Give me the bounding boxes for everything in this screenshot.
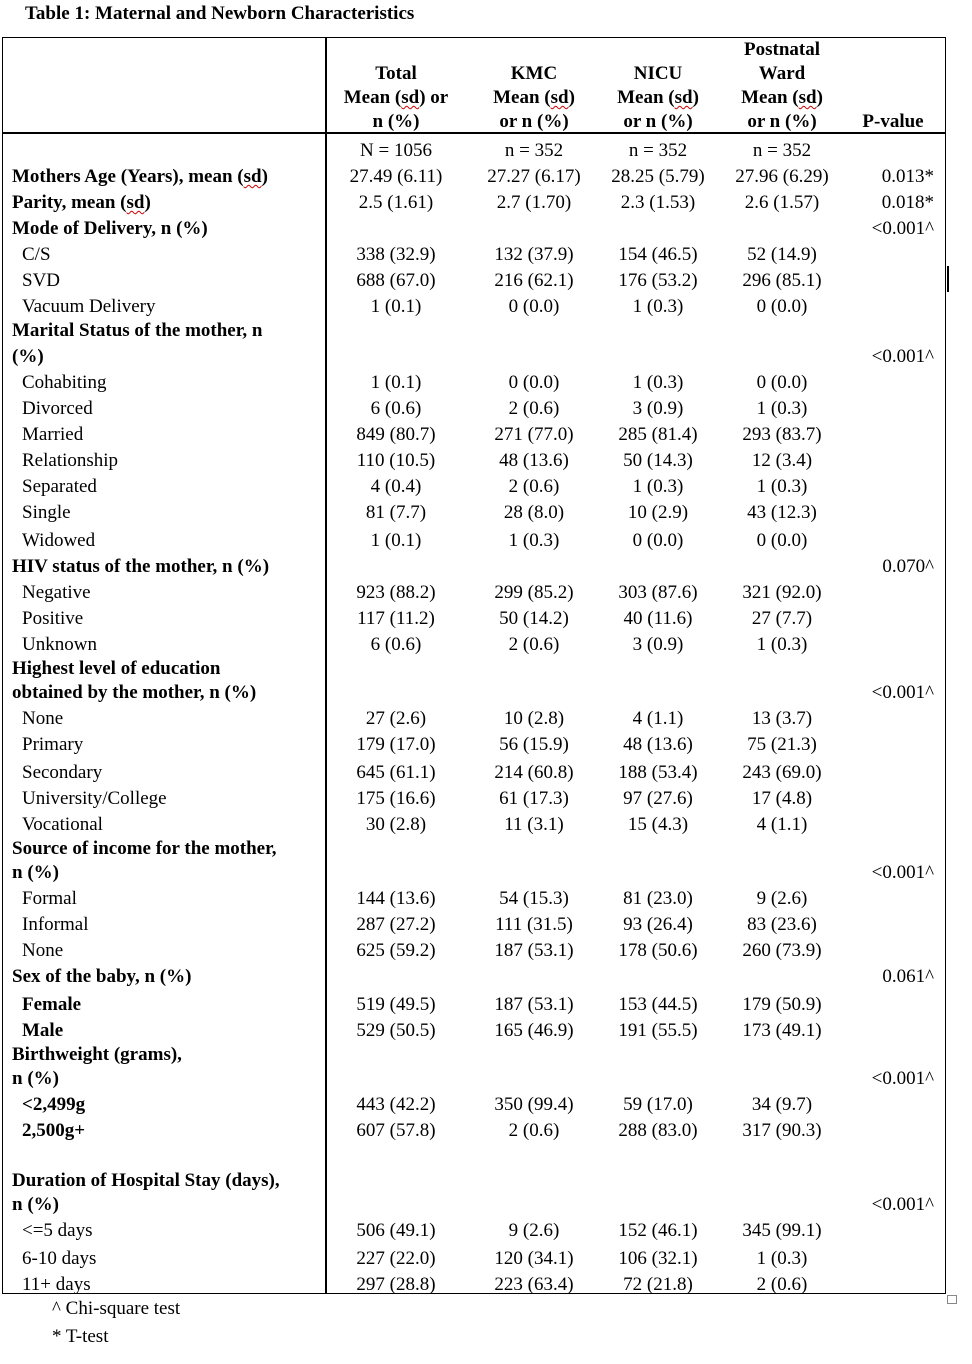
cell-postnatal: 0 (0.0) (756, 530, 808, 551)
cell-kmc: 299 (85.2) (494, 582, 574, 603)
cell-postnatal: 9 (2.6) (756, 888, 808, 909)
cell-nicu: 188 (53.4) (618, 762, 698, 783)
cell-nicu: 15 (4.3) (627, 814, 689, 835)
cell-nicu: 28.25 (5.79) (611, 166, 705, 187)
row-label: Sex of the baby, n (%) (12, 966, 192, 987)
n-total: N = 1056 (360, 140, 432, 161)
cell-pvalue: 0.013* (881, 166, 934, 187)
cell-total: 519 (49.5) (356, 994, 436, 1015)
row-label: (%) (12, 346, 44, 367)
header-pvalue: P-value (862, 111, 924, 132)
cell-kmc: 271 (77.0) (494, 424, 574, 445)
cell-nicu: 3 (0.9) (632, 634, 684, 655)
cell-kmc: 111 (31.5) (495, 914, 573, 935)
cell-total: 1 (0.1) (370, 372, 422, 393)
cell-nicu: 176 (53.2) (618, 270, 698, 291)
row-label: Female (22, 994, 82, 1015)
cell-kmc: 28 (8.0) (503, 502, 565, 523)
cell-pvalue: <0.001^ (871, 1068, 934, 1089)
cell-nicu: 154 (46.5) (618, 244, 698, 265)
cell-kmc: 132 (37.9) (494, 244, 574, 265)
row-label: Marital Status of the mother, n (12, 320, 263, 341)
cell-nicu: 97 (27.6) (623, 788, 693, 809)
cell-postnatal: 0 (0.0) (756, 296, 808, 317)
cell-total: 27.49 (6.11) (349, 166, 443, 187)
cell-postnatal: 75 (21.3) (747, 734, 817, 755)
cell-total: 287 (27.2) (356, 914, 436, 935)
row-label: 11+ days (22, 1274, 91, 1295)
cell-postnatal: 260 (73.9) (742, 940, 822, 961)
cell-pvalue: <0.001^ (871, 682, 934, 703)
cell-postnatal: 317 (90.3) (742, 1120, 822, 1141)
cell-nicu: 81 (23.0) (623, 888, 693, 909)
cell-nicu: 288 (83.0) (618, 1120, 698, 1141)
cell-nicu: 285 (81.4) (618, 424, 698, 445)
row-label: Parity, mean (sd) (12, 192, 151, 213)
row-label: University/College (22, 788, 167, 809)
cell-nicu: 1 (0.3) (632, 372, 684, 393)
cell-postnatal: 12 (3.4) (751, 450, 813, 471)
cell-postnatal: 1 (0.3) (756, 476, 808, 497)
row-label: Cohabiting (22, 372, 107, 393)
cell-postnatal: 52 (14.9) (747, 244, 817, 265)
cell-nicu: 93 (26.4) (623, 914, 693, 935)
resize-handle[interactable] (947, 1295, 957, 1304)
cell-postnatal: 2 (0.6) (756, 1274, 808, 1295)
cell-pvalue: 0.061^ (882, 966, 934, 987)
row-label: C/S (22, 244, 51, 265)
cell-total: 923 (88.2) (356, 582, 436, 603)
cell-kmc: 1 (0.3) (508, 530, 560, 551)
cell-postnatal: 13 (3.7) (751, 708, 813, 729)
cell-total: 6 (0.6) (370, 398, 422, 419)
cell-postnatal: 243 (69.0) (742, 762, 822, 783)
cell-total: 1 (0.1) (370, 296, 422, 317)
cell-total: 443 (42.2) (356, 1094, 436, 1115)
text-cursor-mark (947, 266, 949, 292)
cell-kmc: 165 (46.9) (494, 1020, 574, 1041)
cell-pvalue: 0.018* (881, 192, 934, 213)
cell-pvalue: 0.070^ (882, 556, 934, 577)
row-label: obtained by the mother, n (%) (12, 682, 257, 703)
cell-nicu: 4 (1.1) (632, 708, 684, 729)
cell-kmc: 11 (3.1) (504, 814, 564, 835)
cell-kmc: 54 (15.3) (499, 888, 569, 909)
row-label: <2,499g (22, 1094, 86, 1115)
cell-total: 6 (0.6) (370, 634, 422, 655)
row-label: Source of income for the mother, (12, 838, 277, 859)
row-label: Unknown (22, 634, 97, 655)
header-postnatal-ward: Postnatal Ward Mean (sd) or n (%) (741, 39, 823, 132)
cell-postnatal: 321 (92.0) (742, 582, 822, 603)
cell-kmc: 0 (0.0) (508, 372, 560, 393)
cell-kmc: 56 (15.9) (499, 734, 569, 755)
cell-kmc: 214 (60.8) (494, 762, 574, 783)
cell-total: 227 (22.0) (356, 1248, 436, 1269)
cell-postnatal: 17 (4.8) (751, 788, 813, 809)
cell-nicu: 48 (13.6) (623, 734, 693, 755)
cell-kmc: 48 (13.6) (499, 450, 569, 471)
cell-kmc: 2 (0.6) (508, 634, 560, 655)
row-label: Positive (22, 608, 84, 629)
cell-kmc: 2 (0.6) (508, 398, 560, 419)
row-label: n (%) (12, 1194, 59, 1215)
footnote-t-test: * T-test (52, 1326, 109, 1347)
row-label: Birthweight (grams), (12, 1044, 182, 1065)
cell-postnatal: 43 (12.3) (747, 502, 817, 523)
row-label: None (22, 708, 64, 729)
row-label: Relationship (22, 450, 119, 471)
n-kmc: n = 352 (504, 140, 564, 161)
header-nicu: NICU Mean (sd) or n (%) (617, 63, 699, 132)
cell-total: 849 (80.7) (356, 424, 436, 445)
cell-kmc: 2.7 (1.70) (496, 192, 572, 213)
cell-total: 175 (16.6) (356, 788, 436, 809)
row-label: n (%) (12, 862, 59, 883)
cell-total: 1 (0.1) (370, 530, 422, 551)
row-label: Vocational (22, 814, 103, 835)
cell-kmc: 187 (53.1) (494, 994, 574, 1015)
cell-total: 529 (50.5) (356, 1020, 436, 1041)
cell-total: 117 (11.2) (357, 608, 435, 629)
cell-nicu: 191 (55.5) (618, 1020, 698, 1041)
cell-nicu: 72 (21.8) (623, 1274, 693, 1295)
cell-postnatal: 27.96 (6.29) (735, 166, 829, 187)
cell-nicu: 303 (87.6) (618, 582, 698, 603)
cell-postnatal: 34 (9.7) (751, 1094, 813, 1115)
cell-postnatal: 83 (23.6) (747, 914, 817, 935)
cell-kmc: 9 (2.6) (508, 1220, 560, 1241)
row-label: None (22, 940, 64, 961)
row-label: Informal (22, 914, 89, 935)
cell-total: 4 (0.4) (370, 476, 422, 497)
cell-postnatal: 2.6 (1.57) (744, 192, 820, 213)
cell-nicu: 2.3 (1.53) (620, 192, 696, 213)
cell-kmc: 50 (14.2) (499, 608, 569, 629)
cell-nicu: 106 (32.1) (618, 1248, 698, 1269)
row-label: <=5 days (22, 1220, 93, 1241)
header-total: Total Mean (sd) or n (%) (343, 63, 449, 132)
row-label: Single (22, 502, 71, 523)
cell-postnatal: 179 (50.9) (742, 994, 822, 1015)
row-label: Duration of Hospital Stay (days), (12, 1170, 280, 1191)
cell-total: 144 (13.6) (356, 888, 436, 909)
cell-nicu: 153 (44.5) (618, 994, 698, 1015)
cell-pvalue: <0.001^ (871, 1194, 934, 1215)
footnote-chi-square: ^ Chi-square test (52, 1298, 181, 1319)
cell-kmc: 2 (0.6) (508, 476, 560, 497)
cell-total: 625 (59.2) (356, 940, 436, 961)
row-label: SVD (22, 270, 61, 291)
cell-nicu: 10 (2.9) (627, 502, 689, 523)
cell-postnatal: 293 (83.7) (742, 424, 822, 445)
row-label: Secondary (22, 762, 103, 783)
cell-pvalue: <0.001^ (871, 346, 934, 367)
cell-total: 688 (67.0) (356, 270, 436, 291)
row-label: Separated (22, 476, 97, 497)
cell-total: 338 (32.9) (356, 244, 436, 265)
cell-nicu: 0 (0.0) (632, 530, 684, 551)
row-label: Divorced (22, 398, 93, 419)
row-label: Vacuum Delivery (22, 296, 156, 317)
n-nicu: n = 352 (628, 140, 688, 161)
cell-total: 30 (2.8) (365, 814, 427, 835)
row-label: Widowed (22, 530, 96, 551)
cell-postnatal: 1 (0.3) (756, 1248, 808, 1269)
cell-kmc: 187 (53.1) (494, 940, 574, 961)
cell-kmc: 216 (62.1) (494, 270, 574, 291)
cell-postnatal: 1 (0.3) (756, 634, 808, 655)
cell-nicu: 178 (50.6) (618, 940, 698, 961)
cell-pvalue: <0.001^ (871, 218, 934, 239)
cell-total: 81 (7.7) (365, 502, 427, 523)
table-title: Table 1: Maternal and Newborn Characteristics (25, 3, 415, 24)
cell-nicu: 152 (46.1) (618, 1220, 698, 1241)
cell-total: 645 (61.1) (356, 762, 436, 783)
cell-postnatal: 173 (49.1) (742, 1020, 822, 1041)
cell-postnatal: 296 (85.1) (742, 270, 822, 291)
cell-kmc: 2 (0.6) (508, 1120, 560, 1141)
cell-total: 506 (49.1) (356, 1220, 436, 1241)
cell-kmc: 61 (17.3) (499, 788, 569, 809)
row-label: Male (22, 1020, 64, 1041)
cell-kmc: 10 (2.8) (503, 708, 565, 729)
cell-nicu: 59 (17.0) (623, 1094, 693, 1115)
row-label: Negative (22, 582, 91, 603)
cell-total: 2.5 (1.61) (358, 192, 434, 213)
row-label: Mode of Delivery, n (%) (12, 218, 208, 239)
cell-nicu: 40 (11.6) (623, 608, 693, 629)
cell-pvalue: <0.001^ (871, 862, 934, 883)
row-label: 2,500g+ (22, 1120, 86, 1141)
row-label: Mothers Age (Years), mean (sd) (12, 166, 268, 187)
row-label: Highest level of education (12, 658, 221, 679)
row-label: n (%) (12, 1068, 59, 1089)
cell-total: 607 (57.8) (356, 1120, 436, 1141)
cell-kmc: 223 (63.4) (494, 1274, 574, 1295)
cell-nicu: 3 (0.9) (632, 398, 684, 419)
cell-postnatal: 0 (0.0) (756, 372, 808, 393)
cell-nicu: 50 (14.3) (623, 450, 693, 471)
row-label: Primary (22, 734, 84, 755)
row-label: Married (22, 424, 84, 445)
cell-kmc: 120 (34.1) (494, 1248, 574, 1269)
cell-kmc: 27.27 (6.17) (487, 166, 581, 187)
cell-postnatal: 345 (99.1) (742, 1220, 822, 1241)
cell-total: 179 (17.0) (356, 734, 436, 755)
cell-total: 27 (2.6) (365, 708, 427, 729)
cell-nicu: 1 (0.3) (632, 476, 684, 497)
row-label: 6-10 days (22, 1248, 97, 1269)
cell-kmc: 350 (99.4) (494, 1094, 574, 1115)
cell-total: 110 (10.5) (356, 450, 436, 471)
cell-kmc: 0 (0.0) (508, 296, 560, 317)
row-label: HIV status of the mother, n (%) (12, 556, 270, 577)
header-kmc: KMC Mean (sd) or n (%) (493, 63, 575, 132)
n-postnatal: n = 352 (752, 140, 812, 161)
column-divider (325, 37, 327, 1294)
cell-postnatal: 27 (7.7) (751, 608, 813, 629)
cell-postnatal: 1 (0.3) (756, 398, 808, 419)
cell-total: 297 (28.8) (356, 1274, 436, 1295)
cell-nicu: 1 (0.3) (632, 296, 684, 317)
cell-postnatal: 4 (1.1) (756, 814, 808, 835)
row-label: Formal (22, 888, 77, 909)
